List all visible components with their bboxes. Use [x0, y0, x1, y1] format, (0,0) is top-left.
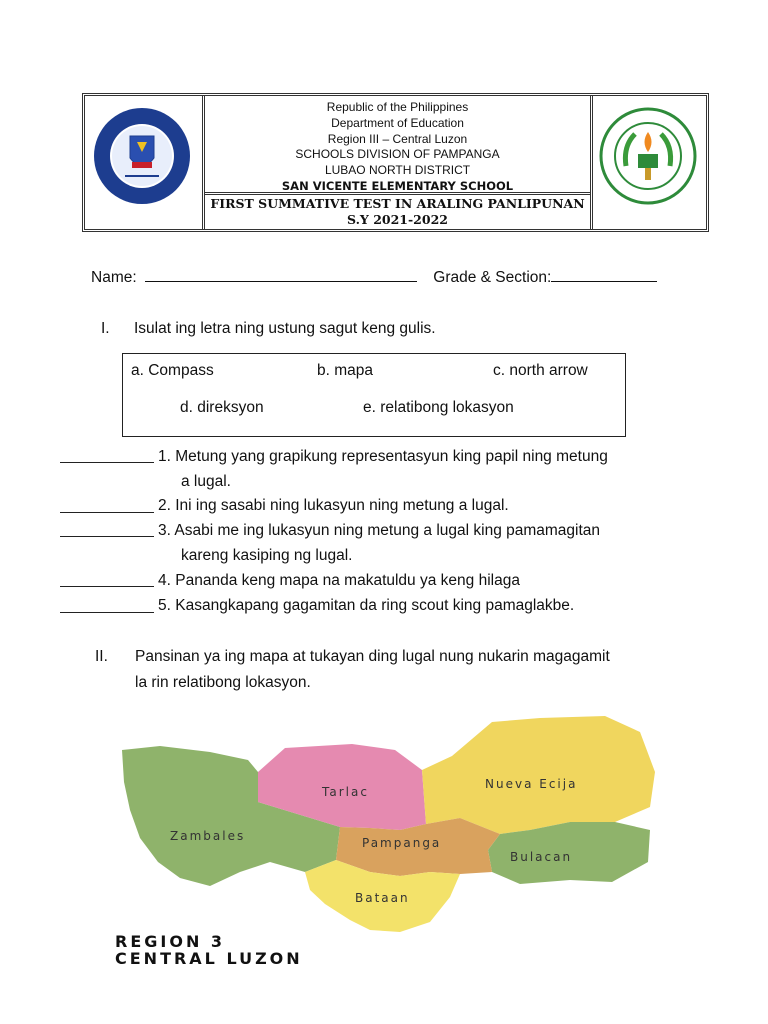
choices-box — [122, 353, 626, 437]
label-bulacan: Bulacan — [510, 850, 573, 864]
choice-a: a. Compass — [131, 362, 214, 379]
item-3-cont: kareng kasiping ng lugal. — [181, 547, 353, 564]
deped-seal — [85, 96, 205, 229]
part2-instruction-row — [95, 648, 610, 666]
item-text: Kasangkapang gagamitan da ring scout king pamaglakbe. — [175, 597, 575, 614]
item-number: 1. — [158, 448, 171, 465]
part2-line-1: Pansinan ya ing mapa at tukayan ding lugal nung nukarin magagamit — [135, 648, 610, 665]
map-caption-1: REGION 3 — [115, 932, 226, 951]
grade-section-label: Grade & Section: — [433, 269, 552, 286]
header-line-3: Region III – Central Luzon — [327, 131, 468, 146]
choice-c: c. north arrow — [493, 362, 588, 379]
item-2 — [158, 497, 509, 515]
item-text: Pananda keng mapa na makatuldu ya keng hilaga — [175, 572, 520, 589]
school-name: SAN VICENTE ELEMENTARY SCHOOL — [281, 178, 514, 193]
region-3-map — [100, 712, 675, 972]
answer-blank-2[interactable] — [60, 512, 154, 513]
item-5 — [158, 597, 574, 615]
part1-instruction: Isulat ing letra ning ustung sagut keng gulis. — [134, 320, 436, 337]
item-1 — [158, 448, 608, 466]
item-text: Asabi me ing lukasyun ning metung a lugal king pamamagitan — [174, 522, 601, 539]
item-3 — [158, 522, 600, 540]
item-number: 4. — [158, 572, 171, 589]
grade-section-field[interactable] — [551, 267, 657, 282]
test-title: FIRST SUMMATIVE TEST IN ARALING PANLIPUNAN — [210, 196, 585, 211]
item-number: 5. — [158, 597, 171, 614]
name-label: Name: — [91, 269, 137, 286]
part1-numeral: I. — [101, 320, 110, 337]
label-nueva-ecija: Nueva Ecija — [485, 777, 578, 791]
item-text: Metung yang grapikung representasyun king papil ning metung — [175, 448, 608, 465]
label-zambales: Zambales — [170, 829, 246, 843]
test-title-box — [205, 192, 590, 229]
choice-e: e. relatibong lokasyon — [363, 399, 514, 416]
choice-b: b. mapa — [317, 362, 374, 379]
deped-seal-icon — [85, 96, 199, 226]
answer-blank-3[interactable] — [60, 536, 154, 537]
answer-blank-4[interactable] — [60, 586, 154, 587]
label-tarlac: Tarlac — [322, 785, 369, 799]
answer-blank-1[interactable] — [60, 462, 154, 463]
item-4 — [158, 572, 520, 590]
part2-line-2: la rin relatibong lokasyon. — [135, 674, 311, 691]
item-1-cont: a lugal. — [181, 473, 231, 490]
header-line-4: SCHOOLS DIVISION OF PAMPANGA — [295, 147, 500, 162]
header-line-2: Department of Education — [331, 115, 464, 130]
choice-d: d. direksyon — [180, 399, 264, 416]
header-text — [205, 96, 590, 192]
school-year: S.Y 2021-2022 — [347, 212, 448, 227]
answer-blank-5[interactable] — [60, 612, 154, 613]
item-number: 2. — [158, 497, 171, 514]
province-nueva-ecija — [422, 716, 655, 834]
name-field[interactable] — [145, 267, 417, 282]
item-number: 3. — [158, 522, 171, 539]
part2-numeral: II. — [95, 648, 108, 665]
school-seal-icon — [593, 96, 703, 226]
header-line-1: Republic of the Philippines — [326, 100, 469, 114]
name-grade-row — [91, 267, 657, 287]
label-bataan: Bataan — [355, 891, 410, 905]
label-pampanga: Pampanga — [362, 836, 442, 850]
header-line-5: LUBAO NORTH DISTRICT — [324, 163, 471, 178]
map-caption-2: CENTRAL LUZON — [115, 949, 303, 968]
header-box — [82, 93, 709, 232]
item-text: Ini ing sasabi ning lukasyun ning metung a lugal. — [175, 497, 509, 514]
school-seal — [590, 96, 706, 229]
part1-instruction-row — [101, 320, 436, 338]
